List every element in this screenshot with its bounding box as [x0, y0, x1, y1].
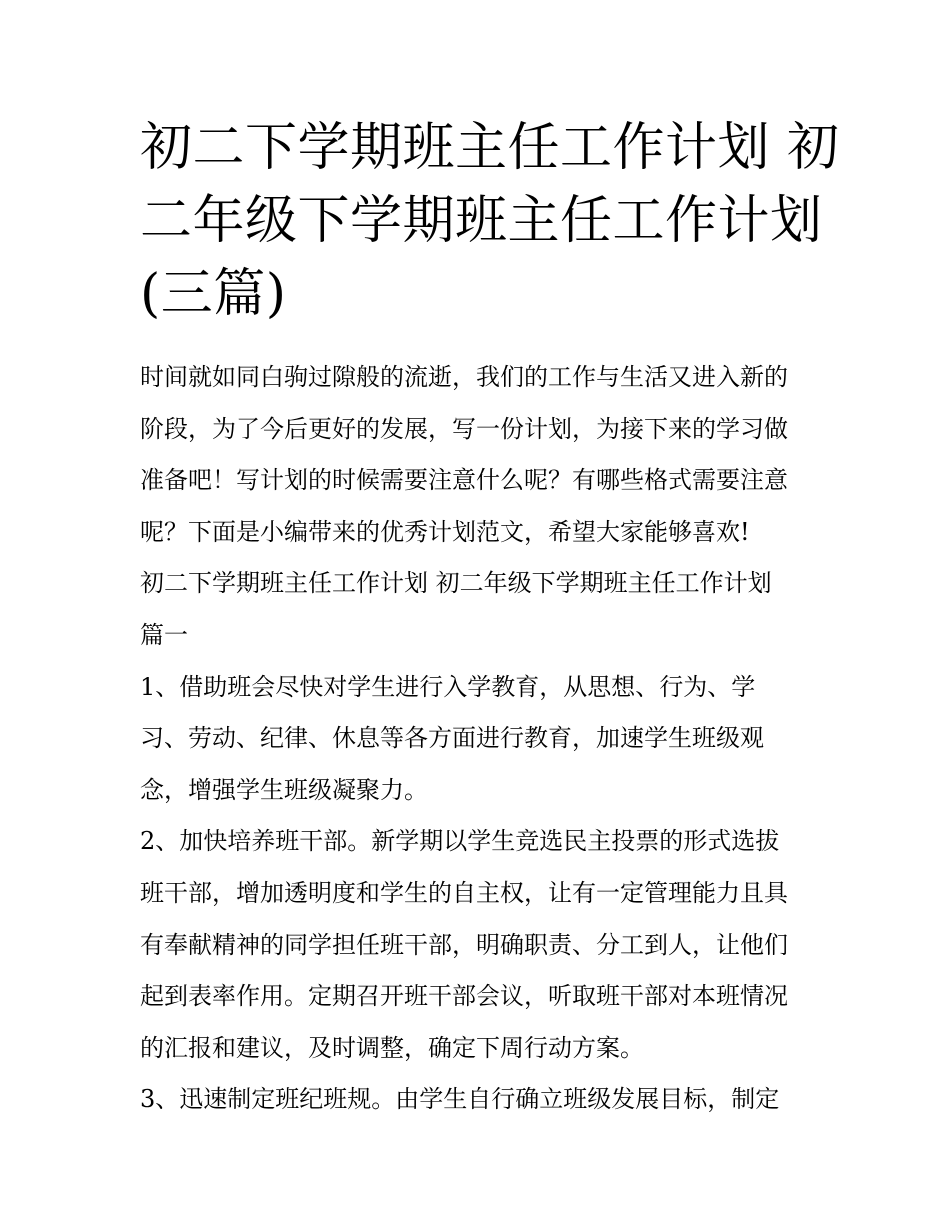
title-line: 初二下学期班主任工作计划 初	[140, 118, 840, 178]
document-body	[140, 352, 820, 1126]
document-title	[140, 112, 840, 331]
text-line: 念，增强学生班级凝聚力。	[140, 775, 428, 804]
text-line: 2、加快培养班干部。新学期以学生竞选民主投票的形式选拔	[140, 827, 780, 856]
intro-paragraph	[140, 352, 820, 558]
title-line: (三篇)	[140, 264, 287, 324]
text-line: 1、借助班会尽快对学生进行入学教育，从思想、行为、学	[140, 672, 756, 701]
text-line: 篇一	[140, 620, 188, 649]
text-line: 有奉献精神的同学担任班干部，明确职责、分工到人，让他们	[140, 930, 788, 959]
text-line: 初二下学期班主任工作计划 初二年级下学期班主任工作计划	[140, 569, 772, 598]
text-line: 习、劳动、纪律、休息等各方面进行教育，加速学生班级观	[140, 724, 764, 753]
list-item-3	[140, 1074, 820, 1126]
text-line: 起到表率作用。定期召开班干部会议，听取班干部对本班情况	[140, 982, 788, 1011]
text-line: 3、迅速制定班纪班规。由学生自行确立班级发展目标，制定	[140, 1085, 780, 1114]
text-line: 呢？下面是小编带来的优秀计划范文，希望大家能够喜欢!	[140, 517, 750, 546]
text-line: 准备吧！写计划的时候需要注意什么呢？有哪些格式需要注意	[140, 466, 788, 495]
text-line: 的汇报和建议，及时调整，确定下周行动方案。	[140, 1033, 644, 1062]
list-item-2	[140, 816, 820, 1074]
text-line: 时间就如同白驹过隙般的流逝，我们的工作与生活又进入新的	[140, 363, 788, 391]
list-item-1	[140, 662, 820, 817]
text-line: 班干部，增加透明度和学生的自主权，让有一定管理能力且具	[140, 878, 788, 907]
text-line: 阶段，为了今后更好的发展，写一份计划，为接下来的学习做	[140, 414, 788, 443]
title-line: 二年级下学期班主任工作计划	[140, 191, 823, 251]
section-heading	[140, 558, 820, 661]
